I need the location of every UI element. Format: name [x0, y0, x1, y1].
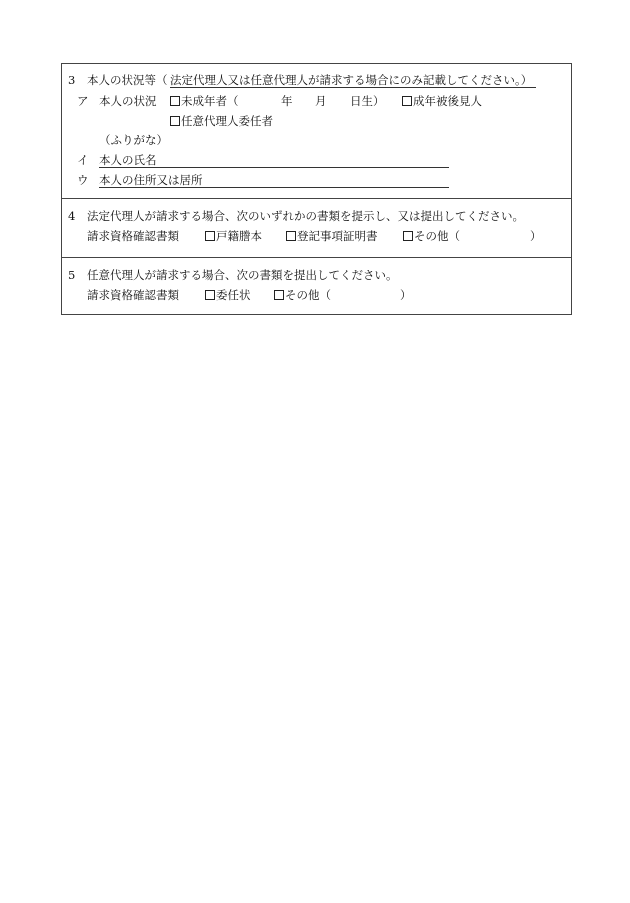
minor-checkbox[interactable]	[170, 96, 180, 106]
birth-day-label: 日生）	[350, 94, 385, 108]
address-label: 本人の住所又は居所	[99, 173, 203, 187]
delegator-checkbox-option[interactable]	[170, 114, 273, 128]
section-4	[62, 198, 571, 257]
address-field[interactable]	[99, 187, 449, 188]
minor-label: 未成年者（	[181, 94, 239, 108]
section-5-text: 任意代理人が請求する場合、次の書類を提出してください。	[87, 268, 398, 282]
delegator-checkbox[interactable]	[170, 116, 180, 126]
item-a-marker: ア	[77, 94, 89, 108]
guardian-checkbox-option[interactable]	[402, 94, 482, 108]
section-3-title: 本人の状況等（	[87, 73, 168, 87]
birth-month-label: 月	[315, 94, 327, 108]
section-5-number: 5	[68, 268, 76, 282]
birth-year-label: 年	[281, 94, 293, 108]
other-close-5: ）	[400, 288, 412, 302]
koseki-checkbox-option[interactable]	[205, 229, 262, 243]
delegator-label: 任意代理人委任者	[181, 114, 273, 128]
other-checkbox-4[interactable]	[403, 231, 413, 241]
guardian-checkbox[interactable]	[402, 96, 412, 106]
section-3-number: 3	[68, 73, 76, 87]
section-3	[62, 64, 571, 198]
section-3-note: 法定代理人又は任意代理人が請求する場合にのみ記載してください。）	[170, 73, 533, 87]
form-box	[61, 63, 572, 315]
furigana-label: （ふりがな）	[99, 133, 168, 147]
other-checkbox-option-5[interactable]	[274, 288, 331, 302]
koseki-checkbox[interactable]	[205, 231, 215, 241]
section-4-text: 法定代理人が請求する場合、次のいずれかの書類を提示し、又は提出してください。	[87, 209, 524, 223]
note-underline	[170, 87, 536, 88]
registry-checkbox-option[interactable]	[286, 229, 378, 243]
section-5-doc-label: 請求資格確認書類	[87, 288, 179, 302]
other-label-5: その他（	[285, 288, 331, 302]
item-u-marker: ウ	[77, 173, 89, 187]
name-field[interactable]	[99, 167, 449, 168]
other-checkbox-option-4[interactable]	[403, 229, 460, 243]
power-of-attorney-checkbox[interactable]	[205, 290, 215, 300]
item-i-marker: イ	[77, 153, 89, 167]
minor-checkbox-option[interactable]	[170, 94, 239, 108]
power-of-attorney-checkbox-option[interactable]	[205, 288, 251, 302]
name-label: 本人の氏名	[99, 153, 157, 167]
registry-checkbox[interactable]	[286, 231, 296, 241]
item-a-label: 本人の状況	[99, 94, 157, 108]
other-label-4: その他（	[414, 229, 460, 243]
other-checkbox-5[interactable]	[274, 290, 284, 300]
guardian-label: 成年被後見人	[413, 94, 482, 108]
section-5	[62, 257, 571, 314]
koseki-label: 戸籍謄本	[216, 229, 262, 243]
section-4-doc-label: 請求資格確認書類	[87, 229, 179, 243]
section-4-number: 4	[68, 209, 76, 223]
registry-label: 登記事項証明書	[297, 229, 378, 243]
other-close-4: ）	[530, 229, 542, 243]
power-of-attorney-label: 委任状	[216, 288, 251, 302]
